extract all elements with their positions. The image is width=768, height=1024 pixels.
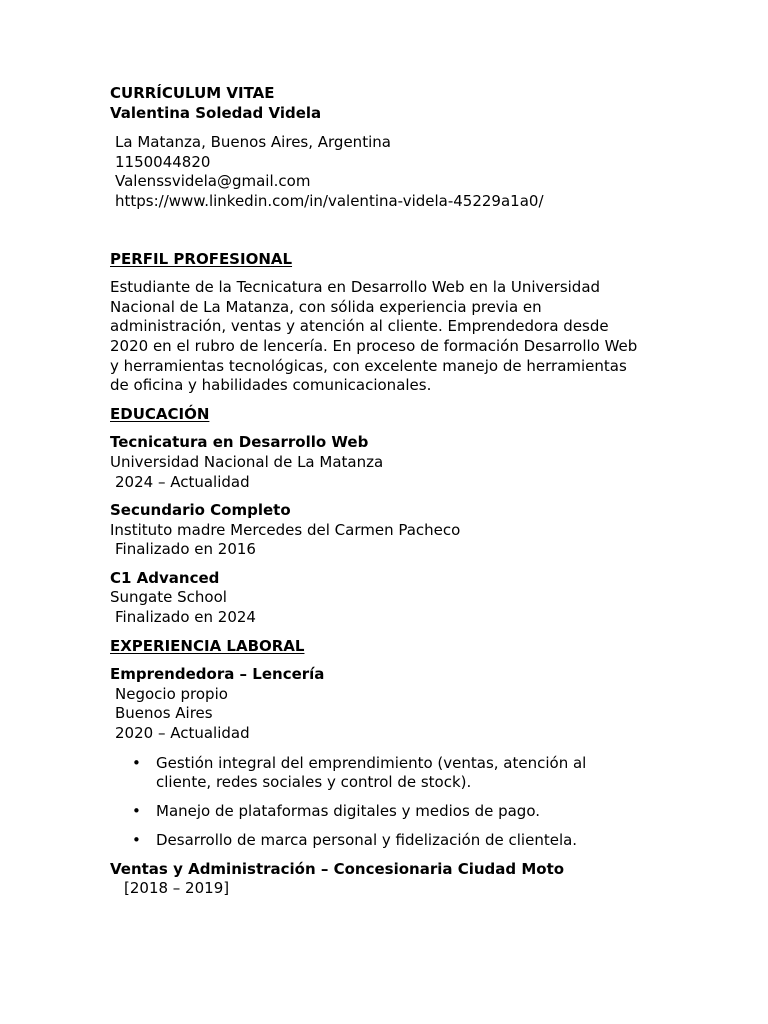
spacer: [110, 492, 670, 501]
document-title: CURRÍCULUM VITAE: [110, 84, 275, 102]
contact-block: [110, 133, 670, 211]
bullet-text-line: cliente, redes sociales y control de stock).: [156, 773, 472, 792]
experience-heading: EXPERIENCIA LABORAL: [110, 636, 305, 655]
cv-document: [110, 84, 670, 899]
job-bullet-item: [110, 754, 670, 793]
contact-linkedin[interactable]: https://www.linkedin.com/in/valentina-videla-45229a1a0/: [115, 191, 544, 210]
bullet-text-line: Manejo de plataformas digitales y medios de pago.: [156, 802, 541, 821]
bullet-text-line: Gestión integral del emprendimiento (ventas, atención al: [156, 753, 587, 772]
job-entry: [110, 860, 670, 899]
education-title: Tecnicatura en Desarrollo Web: [110, 433, 369, 452]
spacer: [110, 396, 670, 405]
education-institution: Universidad Nacional de La Matanza: [110, 452, 384, 471]
job-bullet-item: [110, 802, 670, 822]
profile-section: [110, 250, 670, 396]
education-title: C1 Advanced: [110, 568, 220, 587]
candidate-name: Valentina Soledad Videla: [110, 103, 322, 122]
spacer: [110, 628, 670, 637]
job-bullet-item: [110, 831, 670, 851]
spacer: [110, 123, 670, 133]
education-institution: Instituto madre Mercedes del Carmen Pacheco: [110, 520, 461, 539]
job-title: Emprendedora – Lencería: [110, 665, 325, 684]
education-period: 2024 – Actualidad: [115, 472, 250, 491]
profile-text-line: y herramientas tecnológicas, con excelente manejo de herramientas: [110, 356, 627, 375]
job-title: Ventas y Administración – Concesionaria Ciudad Moto: [110, 859, 565, 878]
education-section: [110, 405, 670, 628]
job-location: Buenos Aires: [115, 704, 213, 723]
education-item: [110, 501, 670, 560]
bullet-text-line: Desarrollo de marca personal y fidelización de clientela.: [156, 831, 578, 850]
profile-text-line: de oficina y habilidades comunicacionales.: [110, 376, 432, 395]
contact-email[interactable]: Valenssvidela@gmail.com: [115, 172, 311, 191]
education-item: [110, 569, 670, 628]
bullet-icon: •: [132, 753, 141, 772]
profile-text-line: administración, ventas y atención al cliente. Emprendedora desde: [110, 317, 609, 336]
spacer: [110, 744, 670, 754]
education-title: Secundario Completo: [110, 501, 291, 520]
profile-text-line: Nacional de La Matanza, con sólida experiencia previa en: [110, 297, 542, 316]
education-period: Finalizado en 2024: [115, 608, 256, 627]
education-period: Finalizado en 2016: [115, 540, 256, 559]
spacer: [110, 560, 670, 569]
job-entry: [110, 665, 670, 851]
spacer: [110, 424, 670, 433]
job-period: [2018 – 2019]: [124, 879, 230, 898]
bullet-icon: •: [132, 831, 141, 850]
spacer: [110, 269, 670, 278]
profile-text-line: 2020 en el rubro de lencería. En proceso de formación Desarrollo Web: [110, 336, 638, 355]
contact-phone: 1150044820: [115, 152, 211, 171]
experience-section: [110, 637, 670, 899]
education-item: [110, 433, 670, 492]
spacer: [110, 656, 670, 665]
job-period: 2020 – Actualidad: [115, 724, 250, 743]
education-heading: EDUCACIÓN: [110, 404, 210, 423]
spacer: [110, 212, 670, 250]
profile-heading: PERFIL PROFESIONAL: [110, 249, 293, 268]
contact-location: La Matanza, Buenos Aires, Argentina: [115, 133, 391, 152]
bullet-icon: •: [132, 802, 141, 821]
education-institution: Sungate School: [110, 588, 227, 607]
job-company: Negocio propio: [115, 684, 228, 703]
profile-text-line: Estudiante de la Tecnicatura en Desarrollo Web en la Universidad: [110, 278, 601, 297]
job-bullet-list: [110, 754, 670, 851]
spacer: [110, 851, 670, 860]
